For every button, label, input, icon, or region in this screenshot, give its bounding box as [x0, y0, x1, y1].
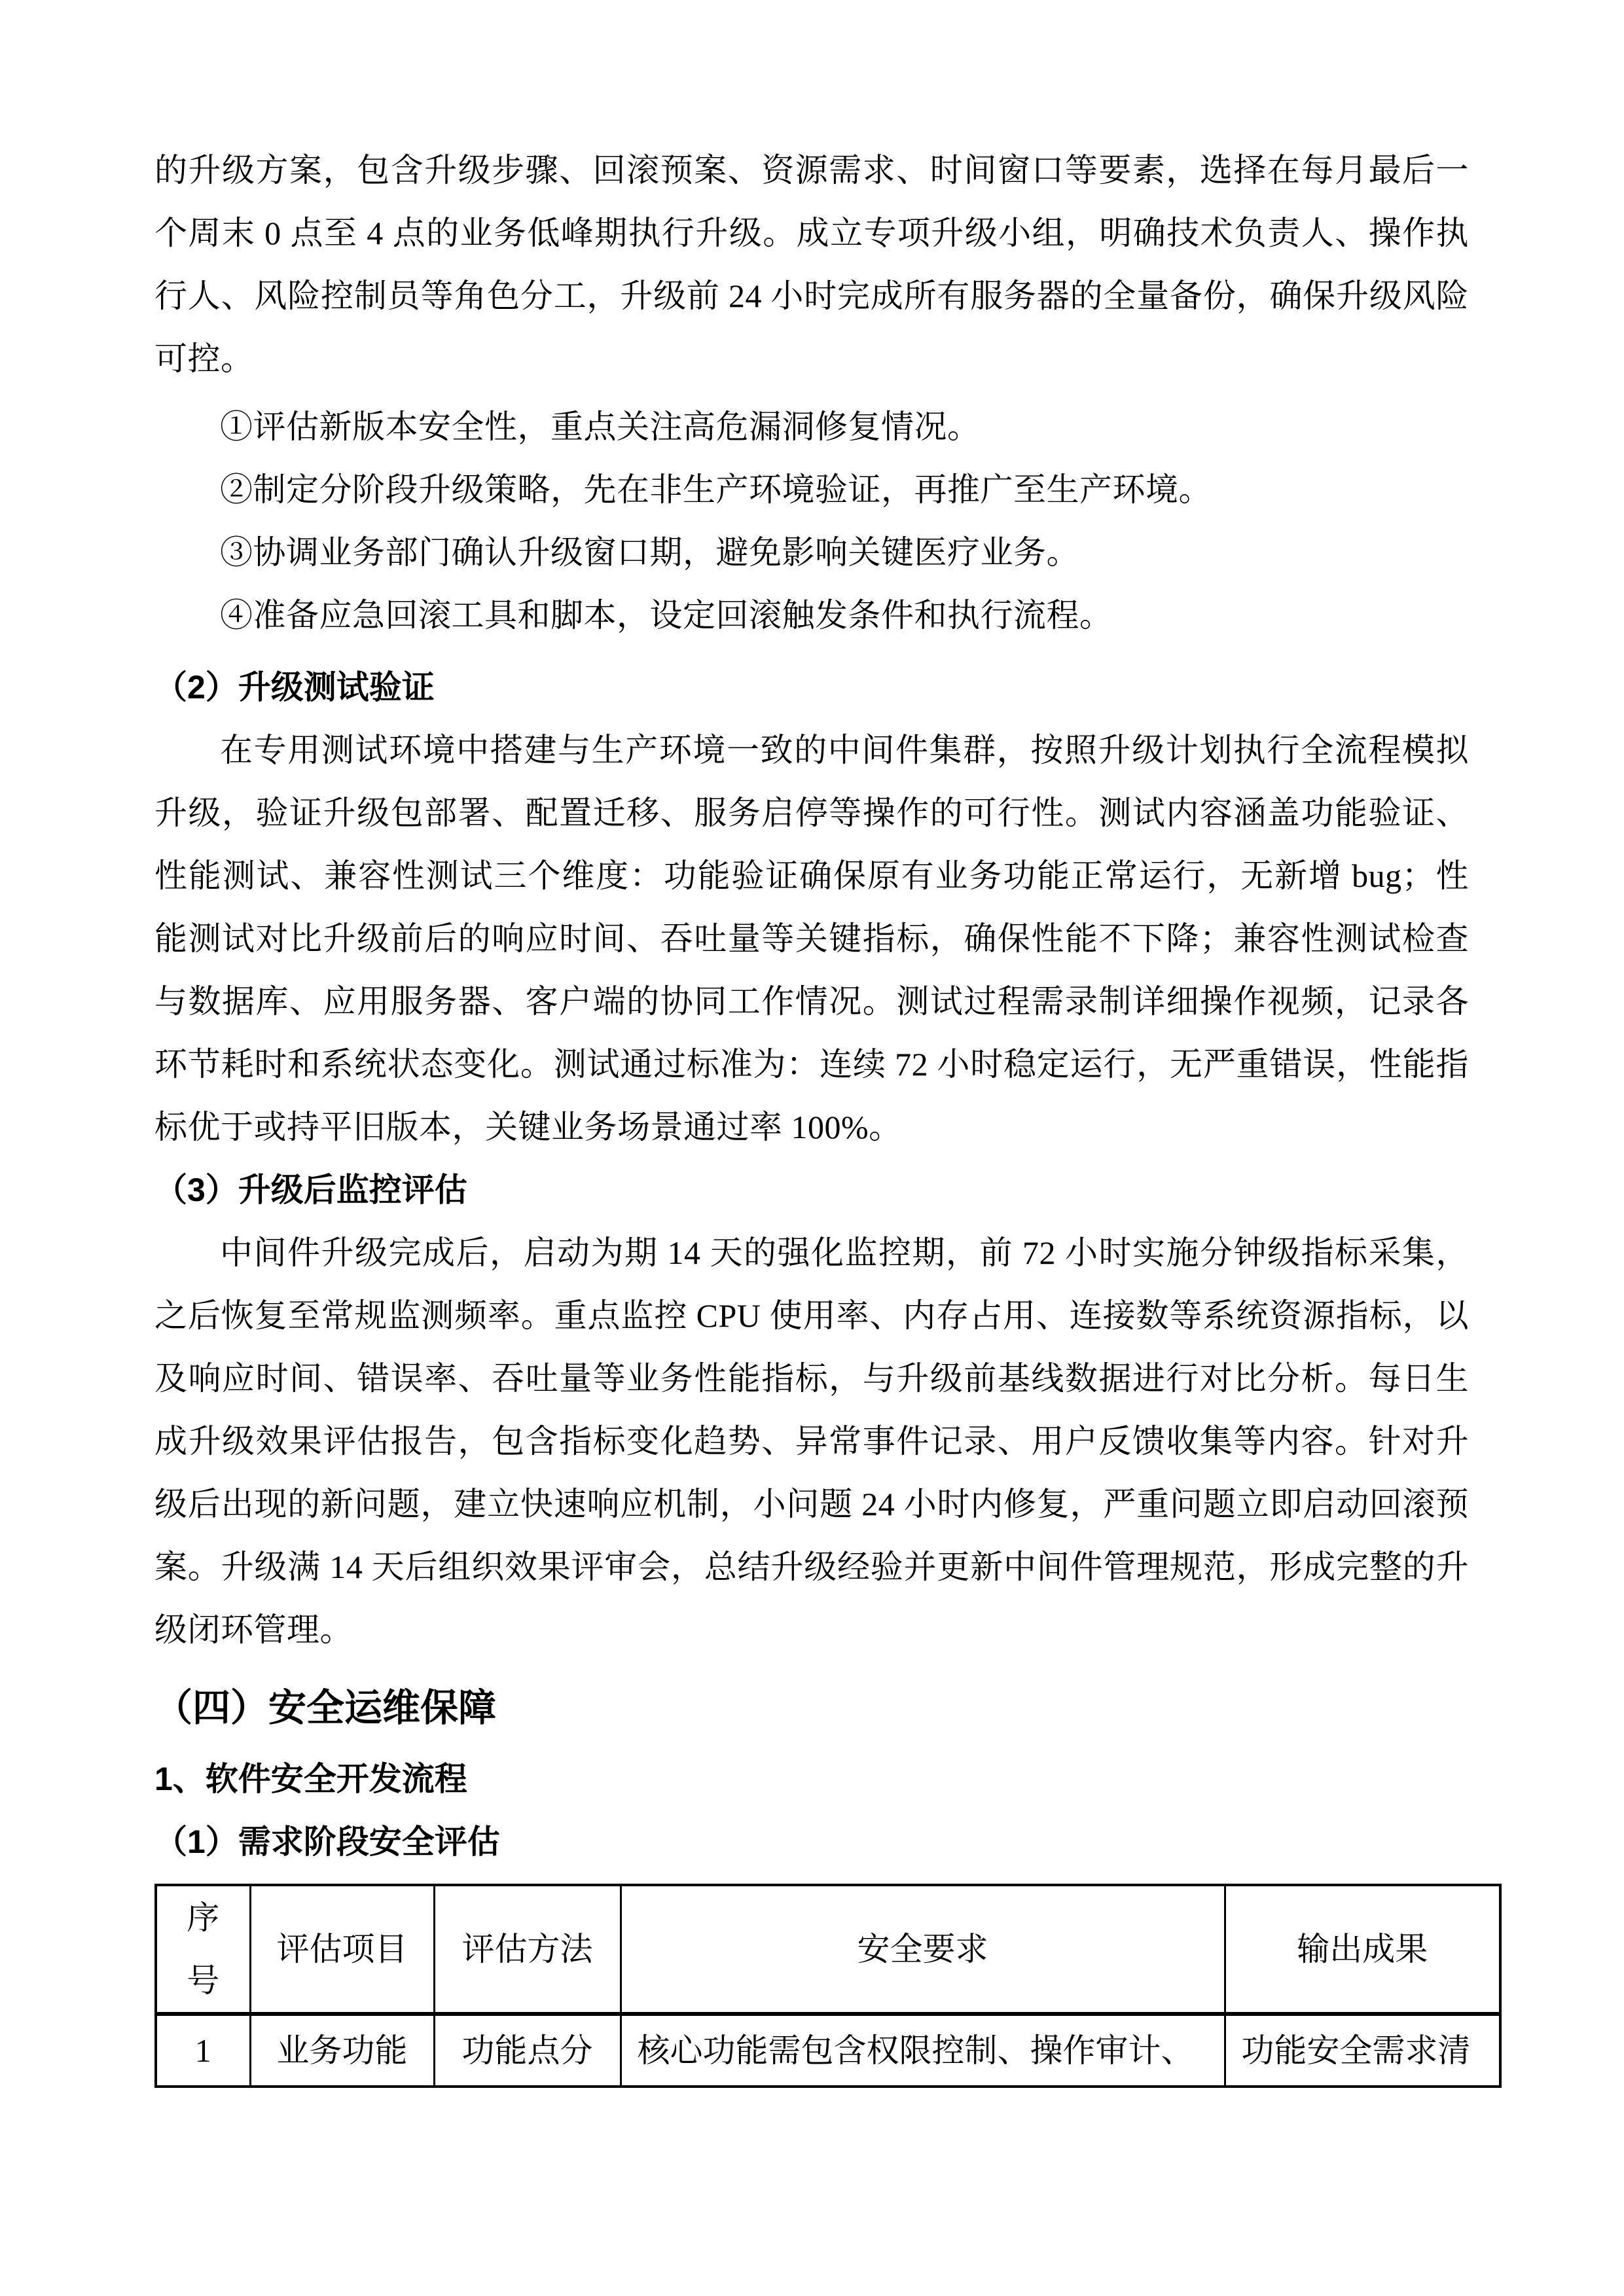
list-item-3: ③协调业务部门确认升级窗口期，避免影响关键医疗业务。	[220, 534, 1079, 571]
numbered-item-list	[154, 395, 1499, 647]
cell-seq-no: 1	[156, 2014, 250, 2087]
list-item-4: ④准备应急回滚工具和脚本，设定回滚触发条件和执行流程。	[220, 597, 1113, 634]
cell-requirement: 核心功能需包含权限控制、操作审计、	[621, 2014, 1225, 2087]
heading-section-security-ops: （四）安全运维保障	[154, 1687, 497, 1729]
cell-method: 功能点分	[434, 2014, 621, 2087]
paragraph-post-upgrade-monitoring: 中间件升级完成后，启动为期 14 天的强化监控期，前 72 小时实施分钟级指标采集，之后恢复至常规监测频率。重点监控 CPU 使用率、内存占用、连接数等系统资源指标，以及响应时间、错误率、吞吐量等业务性能指标，与升级前基线数据进行对比分析。每日生成升级效果评估报告，包含指标变化趋势、异常事件记录、用户反馈收集等内容。针对升级后出现的新问题，建立快速响应机制，小问题 24 小时内修复，严重问题立即启动回滚预案。升级满 14 天后组织效果评审会，总结升级经验并更新中间件管理规范，形成完整的升级闭环管理。	[154, 1234, 1469, 1648]
header-cell-method: 评估方法	[434, 1885, 621, 2014]
header-cell-seq-no: 序号	[156, 1885, 250, 2014]
heading-upgrade-test-verification: （2）升级测试验证	[154, 669, 435, 706]
heading-post-upgrade-monitoring: （3）升级后监控评估	[154, 1172, 467, 1208]
paragraph-upgrade-test-verification: 在专用测试环境中搭建与生产环境一致的中间件集群，按照升级计划执行全流程模拟升级，验证升级包部署、配置迁移、服务启停等操作的可行性。测试内容涵盖功能验证、性能测试、兼容性测试三个维度：功能验证确保原有业务功能正常运行，无新增 bug；性能测试对比升级前后的响应时间、吞吐量等关键指标，确保性能不下降；兼容性测试检查与数据库、应用服务器、客户端的协同工作情况。测试过程需录制详细操作视频，记录各环节耗时和系统状态变化。测试通过标准为：连续 72 小时稳定运行，无严重错误，性能指标优于或持平旧版本，关键业务场景通过率 100%。	[154, 732, 1469, 1145]
list-item-2: ②制定分阶段升级策略，先在非生产环境验证，再推广至生产环境。	[220, 471, 1212, 508]
document-content	[154, 139, 1499, 2088]
heading-software-secure-dev-process: 1、软件安全开发流程	[154, 1761, 467, 1797]
cell-item: 业务功能	[250, 2014, 434, 2087]
header-cell-item: 评估项目	[250, 1885, 434, 2014]
list-item-1: ①评估新版本安全性，重点关注高危漏洞修复情况。	[220, 408, 981, 445]
header-cell-output: 输出成果	[1225, 1885, 1500, 2014]
paragraph-upgrade-plan: 的升级方案，包含升级步骤、回滚预案、资源需求、时间窗口等要素，选择在每月最后一个周末 0 点至 4 点的业务低峰期执行升级。成立专项升级小组，明确技术负责人、操作执行人、风险控制员等角色分工，升级前 24 小时完成所有服务器的全量备份，确保升级风险可控。	[154, 152, 1469, 377]
cell-output: 功能安全需求清	[1225, 2014, 1500, 2087]
header-cell-requirement: 安全要求	[621, 1885, 1225, 2014]
table-row	[156, 2014, 1500, 2087]
heading-requirement-phase-assessment: （1）需求阶段安全评估	[154, 1823, 500, 1860]
security-assessment-table	[154, 1884, 1502, 2088]
table-header-row	[156, 1885, 1500, 2014]
